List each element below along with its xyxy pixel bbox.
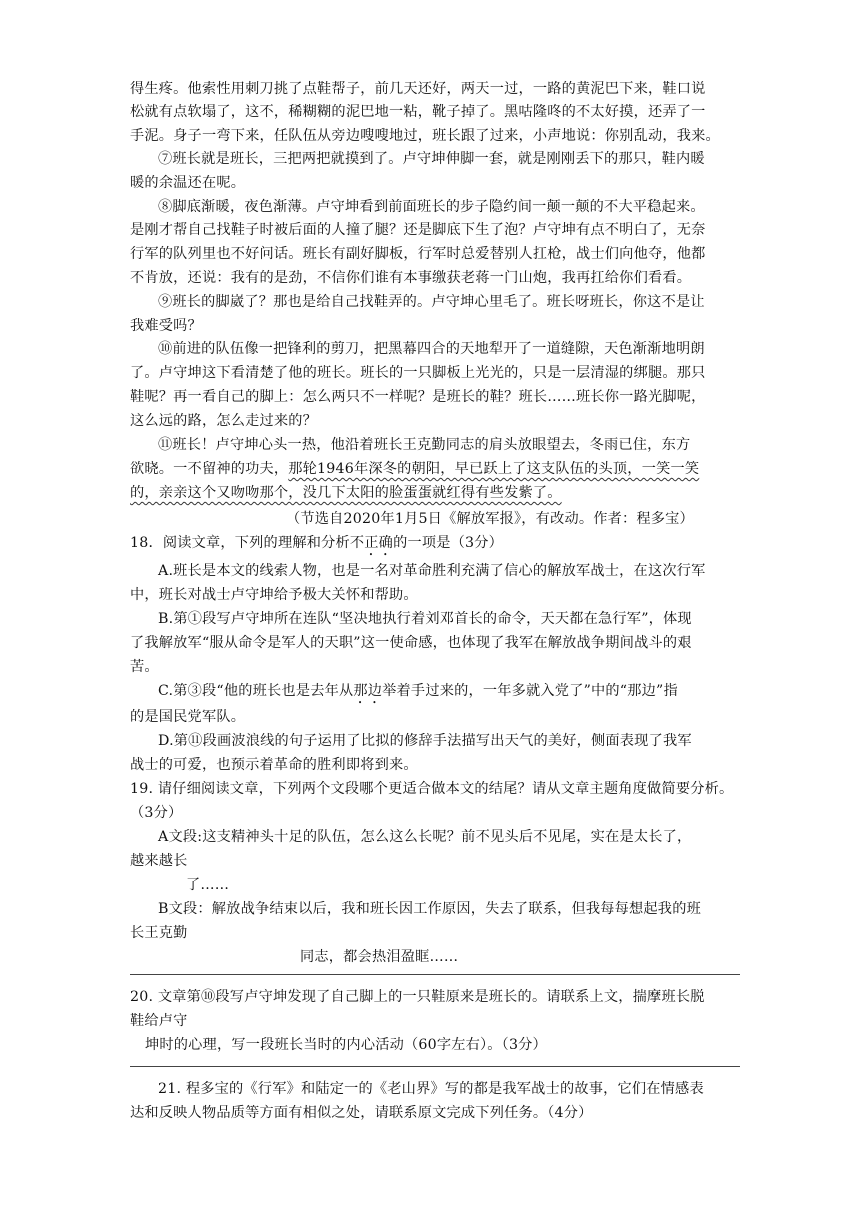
option-b-line: 苦。 bbox=[130, 659, 159, 675]
answer-line bbox=[130, 974, 740, 975]
text-b-line: 同志，都会热泪盈眶…… bbox=[300, 949, 459, 965]
option-b-line: B.第①段写卢守坤所在连队“坚决地执行着刘邓首长的命令，天天都在急行军”，体现 bbox=[158, 611, 692, 627]
wavy-underlined-sentence: 的，亲亲这个又吻吻那个，没几下太阳的脸蛋蛋就红得有些发紫了。 bbox=[130, 485, 562, 501]
paragraph-7-line: 暖的余温还在呢。 bbox=[130, 175, 246, 191]
option-text: 举着手过来的，一年多就入党了”中的“那边”指 bbox=[382, 683, 678, 699]
passage-line: 得生疼。他索性用刺刀挑了点鞋帮子，前几天还好，两天一过，一路的黄泥巴下来，鞋口说 bbox=[130, 81, 706, 97]
question-19-stem: 19. 请仔细阅读文章，下列两个文段哪个更适合做本文的结尾？请从文章主题角度做简要分析。 bbox=[130, 781, 734, 797]
question-20-stem: 20. 文章第⑩段写卢守坤发现了自己脚上的一只鞋原来是班长的。请联系上文，揣摩班长脱 bbox=[130, 989, 705, 1005]
question-21-stem: 21. 程多宝的《行军》和陆定一的《老山界》写的都是我军战士的故事，它们在情感表 bbox=[158, 1081, 704, 1097]
question-20-stem: 坤时的心理，写一段班长当时的内心活动（60字左右）。（3分） bbox=[145, 1037, 547, 1053]
question-text: 的一项是（3分） bbox=[393, 535, 504, 551]
option-d-line: 战士的可爱，也预示着革命的胜利即将到来。 bbox=[130, 757, 418, 773]
paragraph-10-line: 这么远的路，怎么走过来的？ bbox=[130, 413, 318, 429]
wavy-underlined-sentence: 那轮1946年深冬的朝阳，早已跃上了这支队伍的头顶，一笑一笑 bbox=[288, 461, 700, 477]
text-b-line: B文段：解放战争结束以后，我和班长因工作原因，失去了联系，但我每每想起我的班 bbox=[158, 901, 701, 917]
question-19-stem: （3分） bbox=[130, 805, 183, 821]
option-text: C.第③段“他的班长也是去年从 bbox=[158, 683, 354, 699]
paragraph-11-line bbox=[130, 458, 740, 480]
text-a-line: A文段:这支精神头十足的队伍，怎么这么长呢？前不见头后不见尾，实在是太长了， bbox=[158, 829, 692, 845]
paragraph-11-line bbox=[130, 482, 740, 504]
paragraph-9-line: 我难受吗？ bbox=[130, 318, 202, 334]
paragraph-11-line: ⑪班长！卢守坤心头一热，他沿着班长王克勤同志的肩头放眼望去，冬雨已住，东方 bbox=[158, 437, 691, 453]
paragraph-8-line: 是刚才帮自己找鞋子时被后面的人撞了腿？还是脚底下生了泡？卢守坤有点不明白了，无奈 bbox=[130, 222, 706, 238]
passage-line: 手泥。身子一弯下来，任队伍从旁边嗖嗖地过，班长跟了过来，小声地说：你别乱动，我来。 bbox=[130, 128, 720, 144]
paragraph-11-text: 欲晓。一不留神的功夫， bbox=[130, 461, 289, 477]
emphasis-dot-char: 确 bbox=[378, 535, 394, 551]
option-d-line: D.第⑪段画波浪线的句子运用了比拟的修辞手法描写出天气的美好，侧面表现了我军 bbox=[158, 733, 692, 749]
text-a-line: 了…… bbox=[186, 877, 230, 893]
paragraph-10-line: ⑩前进的队伍像一把锋利的剪刀，把黑幕四合的天地犁开了一道缝隙，天色渐渐地明朗 bbox=[158, 341, 705, 357]
question-21-stem: 达和反映人物品质等方面有相似之处，请联系原文完成下列任务。（4分） bbox=[130, 1105, 593, 1121]
text-a-line: 越来越长 bbox=[130, 853, 188, 869]
option-a-line: A.班长是本文的线索人物，也是一名对革命胜利充满了信心的解放军战士，在这次行军 bbox=[158, 563, 706, 579]
paragraph-10-line: 鞋呢？再一看自己的脚上：怎么两只不一样呢？是班长的鞋？班长……班长你一路光脚呢， bbox=[130, 389, 706, 405]
question-20-stem: 鞋给卢守 bbox=[130, 1013, 188, 1029]
paragraph-8-line: ⑧脚底渐暖，夜色渐薄。卢守坤看到前面班长的步子隐约间一颠一颠的不大平稳起来。 bbox=[158, 199, 705, 215]
source-citation: （节选自2020年1月5日《解放军报》，有改动。作者：程多宝） bbox=[286, 511, 694, 527]
question-text: 18．阅读文章，下列的理解和分析不 bbox=[130, 535, 365, 551]
question-18-stem bbox=[130, 532, 740, 559]
option-a-line: 中，班长对战士卢守坤给予极大关怀和帮助。 bbox=[130, 587, 418, 603]
option-c-line: 的是国民党军队。 bbox=[130, 709, 246, 725]
text-b-line: 长王克勤 bbox=[130, 925, 188, 941]
emphasis-dot-char: 正 bbox=[364, 535, 379, 551]
paragraph-7-line: ⑦班长就是班长，三把两把就摸到了。卢守坤伸脚一套，就是刚刚丢下的那只，鞋内暖 bbox=[158, 151, 705, 167]
paragraph-8-line: 行军的队列里也不好问话。班长有副好脚板，行军时总爱替别人扛枪，战士们向他夺，他都 bbox=[130, 246, 706, 262]
emphasis-dot-char: 那 bbox=[353, 683, 368, 699]
passage-line: 松就有点软塌了，这不，稀糊糊的泥巴地一粘，靴子掉了。黑咕隆咚的不太好摸，还弄了一 bbox=[130, 104, 706, 120]
paragraph-10-line: 了。卢守坤这下看清楚了他的班长。班长的一只脚板上光光的，只是一层清湿的绑腿。那只 bbox=[130, 365, 706, 381]
emphasis-dot-char: 边 bbox=[367, 683, 383, 699]
paragraph-8-line: 不肯放，还说：我有的是劲，不信你们谁有本事缴获老蒋一门山炮，我再扛给你们看看。 bbox=[130, 270, 692, 286]
option-c-line bbox=[158, 680, 740, 707]
answer-line bbox=[130, 1066, 740, 1067]
paragraph-9-line: ⑨班长的脚崴了？那也是给自己找鞋弄的。卢守坤心里毛了。班长呀班长，你这不是让 bbox=[158, 294, 705, 310]
option-b-line: 了我解放军“服从命令是军人的天职”这一使命感，也体现了我军在解放战争期间战斗的艰 bbox=[130, 635, 692, 651]
